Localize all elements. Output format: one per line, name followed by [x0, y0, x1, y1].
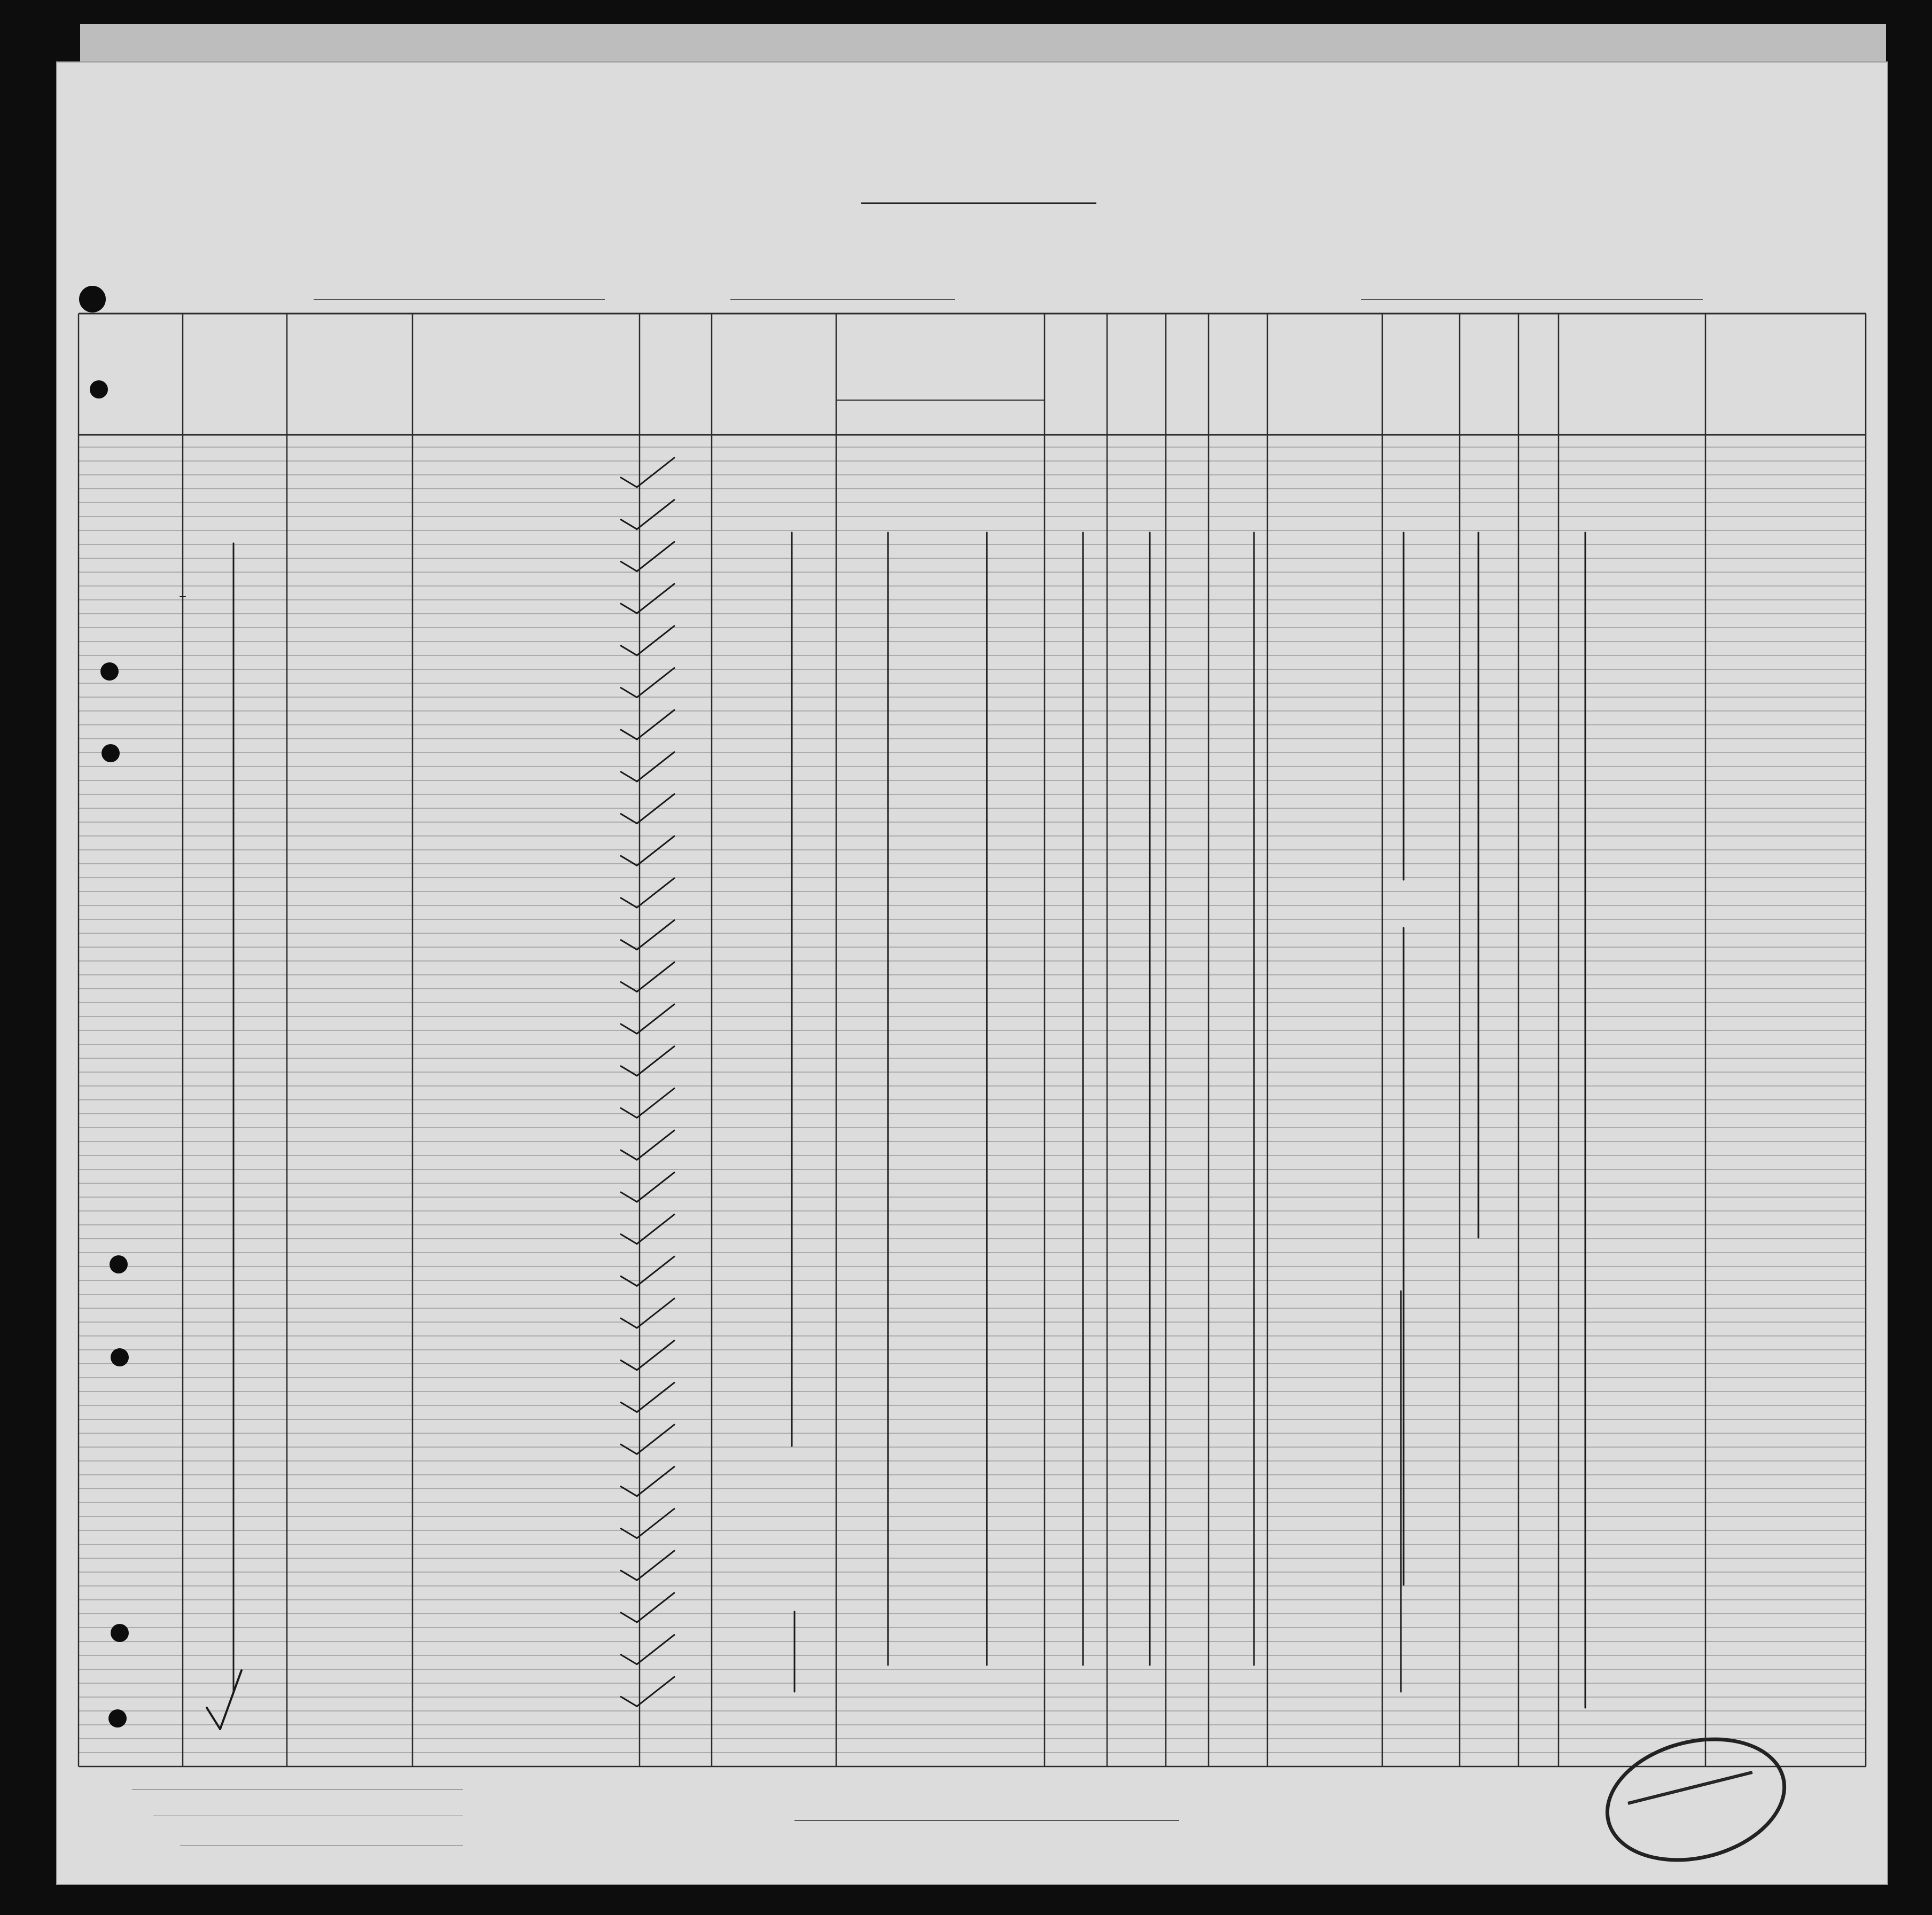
- check-mark: [637, 1467, 674, 1496]
- check-mark: [621, 646, 637, 655]
- check-mark: [637, 1089, 674, 1118]
- binder-hole: [110, 1255, 128, 1273]
- check-mark: [207, 1708, 220, 1729]
- check-mark: [637, 794, 674, 824]
- check-mark: [637, 710, 674, 739]
- check-mark: [621, 1444, 637, 1454]
- check-mark: [637, 962, 674, 991]
- check-mark: [637, 1130, 674, 1160]
- binder-hole: [102, 744, 120, 762]
- check-mark: [637, 1593, 674, 1622]
- stamp-bottom: [1615, 1796, 1786, 1839]
- check-mark: [637, 1046, 674, 1076]
- check-mark: [621, 1276, 637, 1286]
- check-mark: [637, 1299, 674, 1328]
- check-mark: [621, 688, 637, 698]
- check-mark: [621, 1108, 637, 1118]
- check-mark: [621, 814, 637, 824]
- check-mark: [637, 1425, 674, 1454]
- check-mark: [621, 604, 637, 613]
- check-mark: [637, 668, 674, 698]
- stamp-date: [1627, 1771, 1752, 1805]
- check-mark: [621, 898, 637, 908]
- check-mark: [637, 1215, 674, 1244]
- check-mark: [621, 561, 637, 571]
- check-mark: [621, 1697, 637, 1706]
- binder-hole: [111, 1624, 129, 1642]
- check-mark: [637, 1509, 674, 1538]
- check-mark: [637, 752, 674, 781]
- check-mark: [621, 1192, 637, 1202]
- binder-hole: [108, 1709, 127, 1728]
- check-mark: [621, 856, 637, 865]
- check-mark: [621, 1318, 637, 1328]
- check-mark: [621, 1487, 637, 1496]
- check-mark: [637, 542, 674, 571]
- check-mark: [637, 1341, 674, 1370]
- check-mark: [621, 1361, 637, 1370]
- manifest-sheet: [56, 61, 1888, 1885]
- check-mark: [637, 584, 674, 613]
- check-mark: [637, 500, 674, 529]
- pen-marks: [57, 62, 1887, 1884]
- check-mark: [621, 520, 637, 529]
- check-mark: [621, 1570, 637, 1580]
- underlying-sheet-edge: [80, 24, 1886, 67]
- check-mark: [621, 1234, 637, 1244]
- check-mark: [621, 1066, 637, 1076]
- check-mark: [637, 920, 674, 950]
- check-mark: [637, 1551, 674, 1580]
- check-mark: [637, 626, 674, 655]
- check-mark: [637, 1635, 674, 1664]
- check-mark: [637, 1677, 674, 1706]
- check-mark: [621, 1024, 637, 1034]
- check-mark: [220, 1670, 242, 1729]
- check-mark: [637, 458, 674, 487]
- check-mark: [621, 940, 637, 950]
- binder-hole: [79, 286, 106, 312]
- check-mark: [621, 982, 637, 991]
- check-mark: [621, 1150, 637, 1160]
- check-mark: [637, 878, 674, 908]
- check-mark: [621, 1613, 637, 1622]
- check-mark: [621, 1402, 637, 1412]
- binder-hole: [100, 662, 119, 681]
- signature-underline: [794, 1820, 1179, 1821]
- check-mark: [637, 1004, 674, 1034]
- check-mark: [621, 730, 637, 739]
- check-mark: [637, 1256, 674, 1286]
- check-mark: [621, 1655, 637, 1664]
- check-mark: [637, 836, 674, 865]
- check-mark: [621, 478, 637, 487]
- check-mark: [621, 1529, 637, 1538]
- check-mark: [637, 1382, 674, 1412]
- check-mark: [637, 1173, 674, 1202]
- check-mark: [621, 772, 637, 781]
- binder-hole: [90, 380, 108, 398]
- binder-hole: [111, 1348, 129, 1366]
